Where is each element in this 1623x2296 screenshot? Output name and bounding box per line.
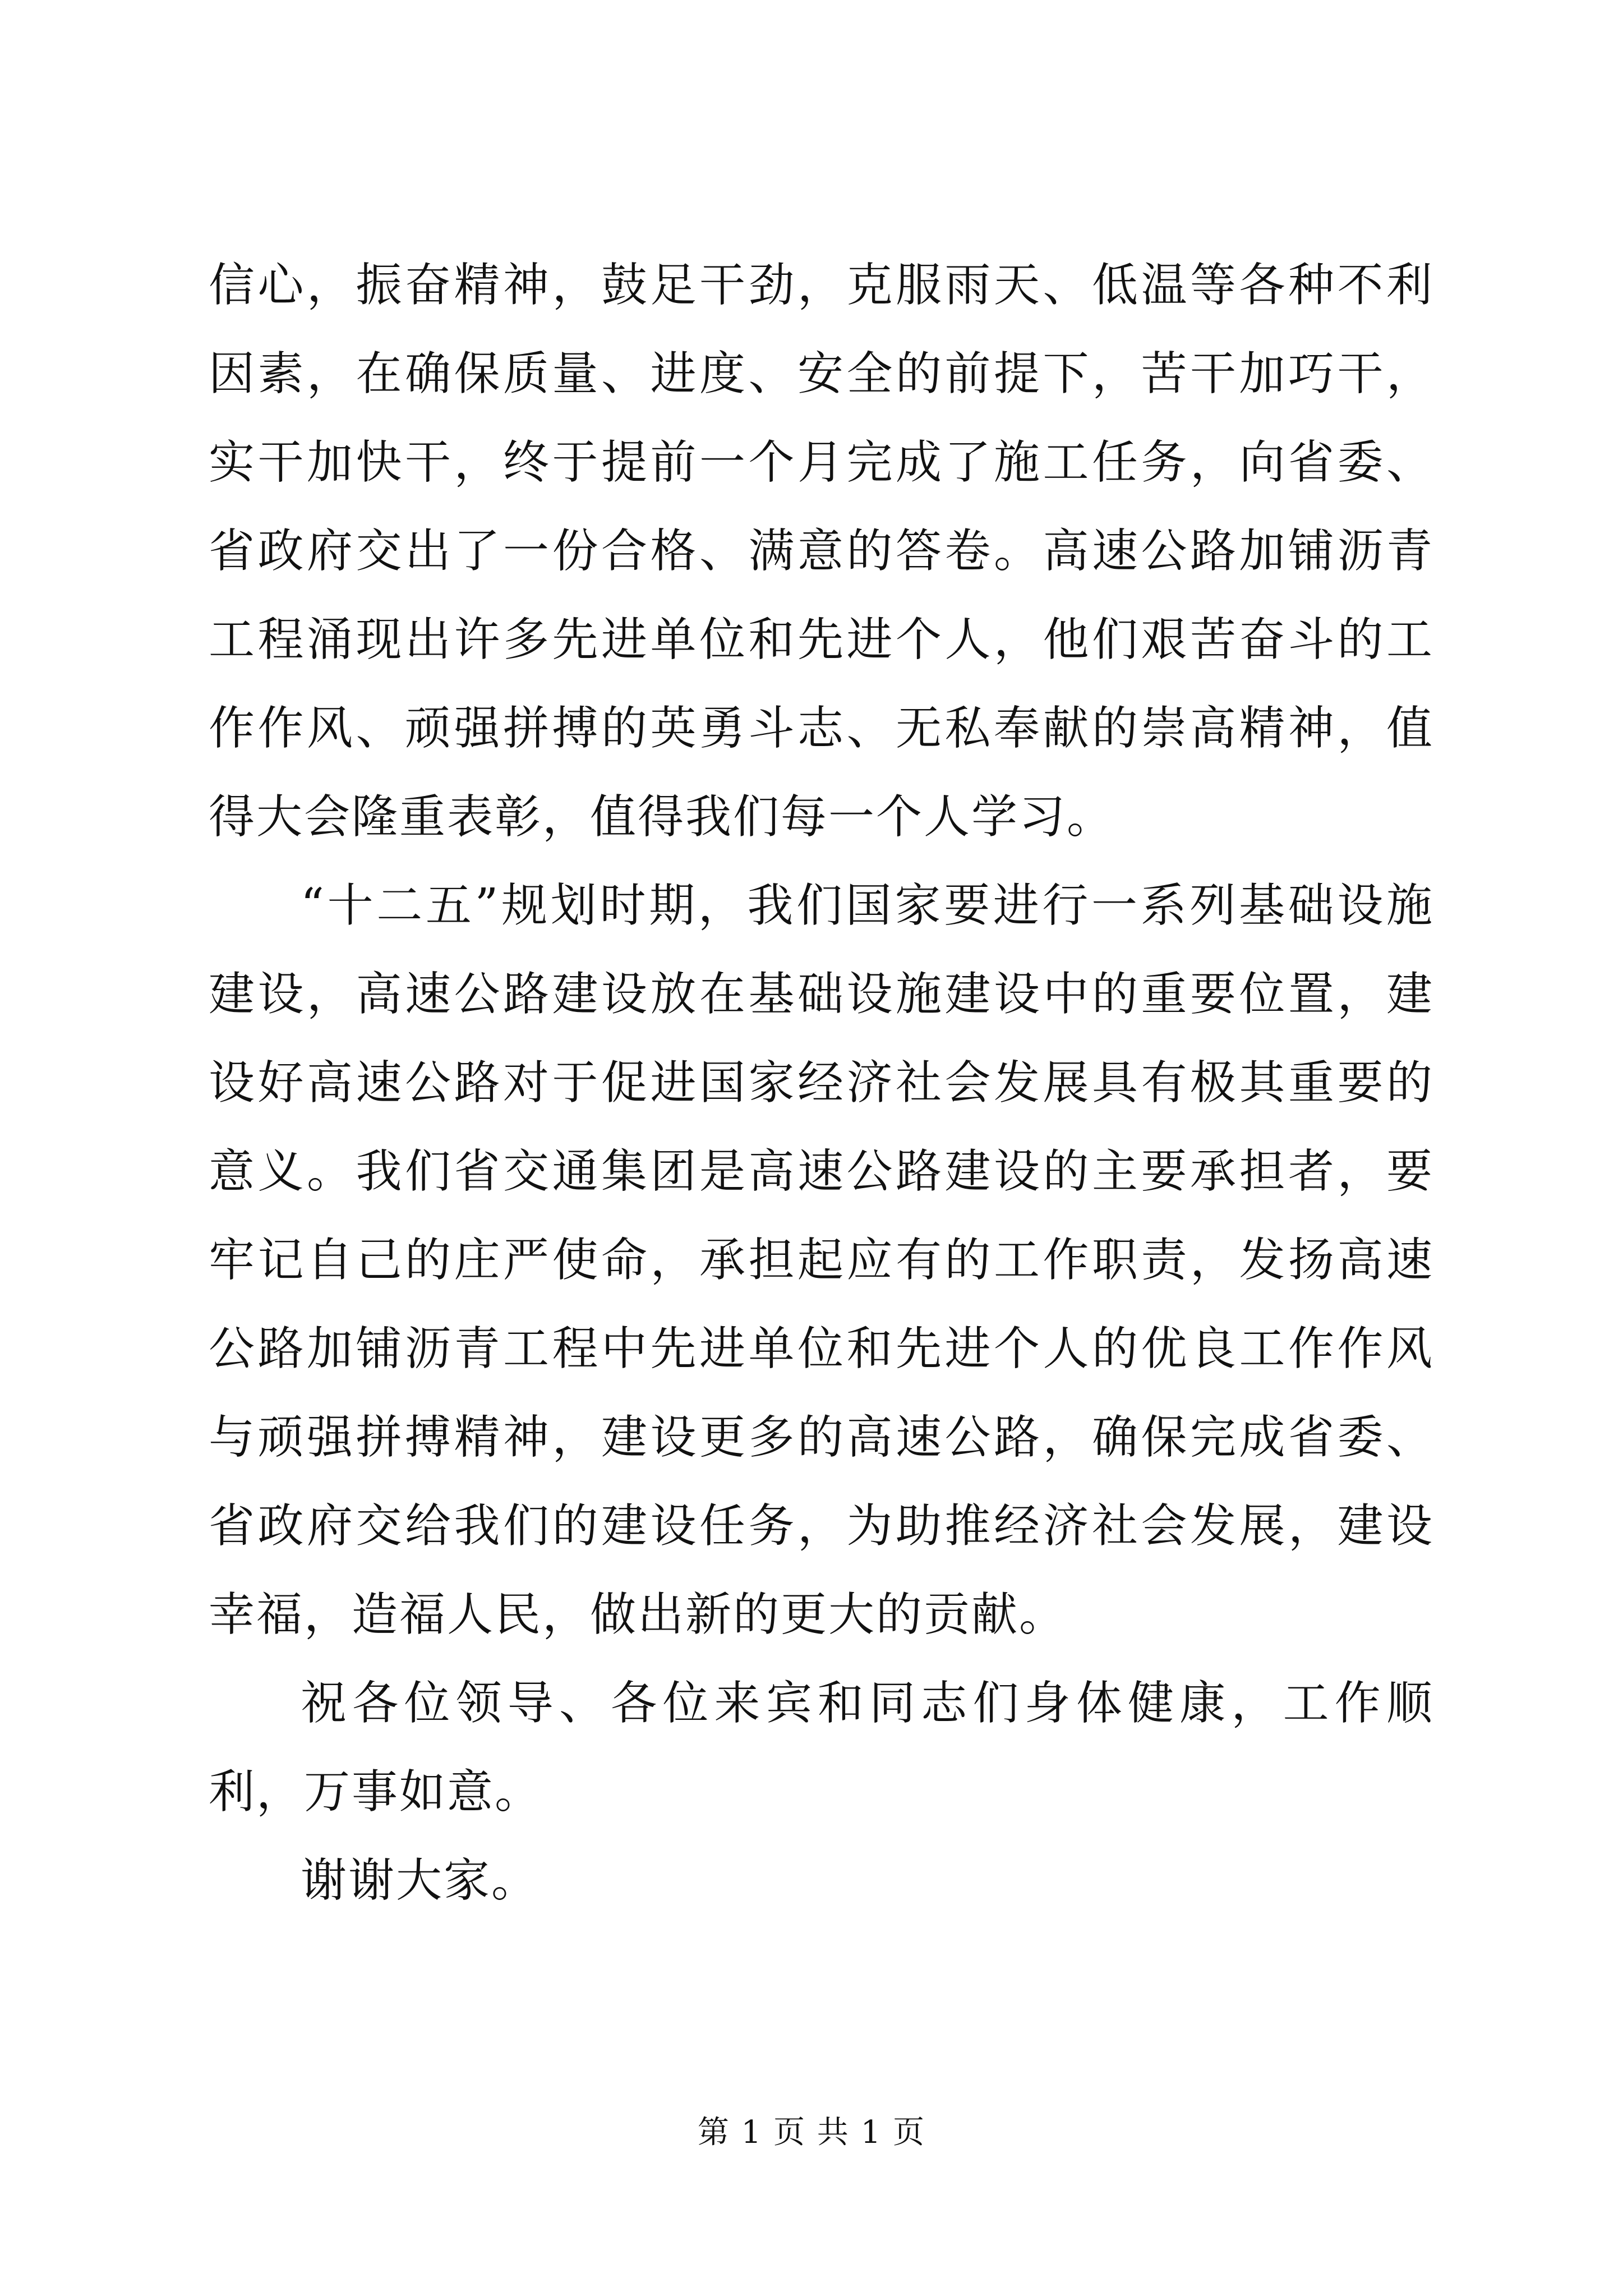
paragraph-wishes: 祝各位领导、各位来宾和同志们身体健康，工作顺利，万事如意。 bbox=[209, 1677, 1434, 1819]
paragraph-infrastructure: “十二五”规划时期，我们国家要进行一系列基础设施建设，高速公路建设放在基础设施建设中的重要位置，建设好高速公路对于促进国家经济社会发展具有极其重要的意义。我们省交通集团是高速公路建设的主要承担者，要牢记自己的庄严使命，承担起应有的工作职责，发扬高速公路加铺沥青工程中先进单位和先进个人的优良工作作风与顽强拼搏精神，建设更多的高速公路，确保完成省委、省政府交给我们的建设任务，为助推经济社会发展，建设幸福，造福人民，做出新的更大的贡献。 bbox=[209, 879, 1434, 1641]
page-number-footer: 第 1 页 共 1 页 bbox=[697, 2114, 926, 2151]
paragraph-thanks: 谢谢大家。 bbox=[301, 1854, 540, 1907]
paragraph-continuation: 信心，振奋精神，鼓足干劲，克服雨天、低温等各种不利因素，在确保质量、进度、安全的前提下，苦干加巧干，实干加快干，终于提前一个月完成了施工任务，向省委、省政府交出了一份合格、满意的答卷。高速公路加铺沥青工程涌现出许多先进单位和先进个人，他们艰苦奋斗的工作作风、顽强拼搏的英勇斗志、无私奉献的崇高精神，值得大会隆重表彰，值得我们每一个人学习。 bbox=[209, 259, 1434, 844]
document-body bbox=[209, 241, 1434, 1925]
